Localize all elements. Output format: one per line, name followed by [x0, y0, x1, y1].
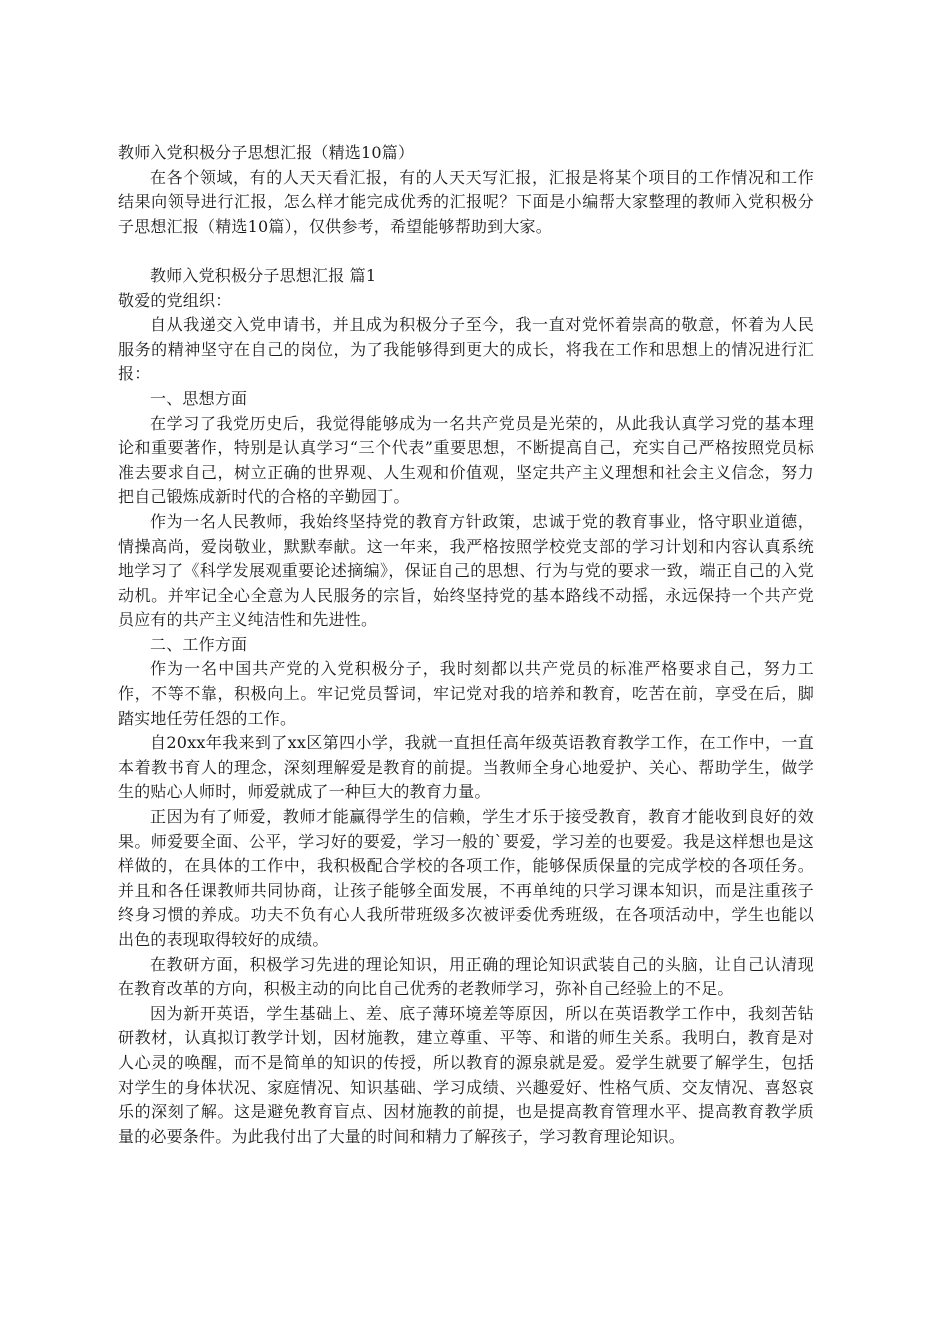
blank-line	[118, 239, 814, 264]
document-body	[118, 141, 814, 1149]
paragraph-7: 在教研方面，积极学习先进的理论知识，用正确的理论知识武装自己的头脑，让自己认清现在教育改革的方向，积极主动的向比自己优秀的老教师学习，弥补自己经验上的不足。	[118, 954, 814, 999]
paragraph-2: 在学习了我党历史后，我觉得能够成为一名共产党员是光荣的，从此我认真学习党的基本理论和重要著作，特别是认真学习“三个代表”重要思想，不断提高自己，充实自己严格按照党员标准去要求自己，树立正确的世界观、人生观和价值观，坚定共产主义理想和社会主义信念，努力把自己锻炼成新时代的合格的辛勤园丁。	[118, 413, 814, 507]
document-title: 教师入党积极分子思想汇报（精选10篇）	[118, 143, 415, 162]
paragraph-8: 因为新开英语，学生基础上、差、底子薄环境差等原因，所以在英语教学工作中，我刻苦钻研教材，认真拟订教学计划，因材施教，建立尊重、平等、和谐的师生关系。我明白，教育是对人心灵的唤醒，而不是简单的知识的传授，所以教育的源泉就是爱。爱学生就要了解学生，包括对学生的身体状况、家庭情况、知识基础、学习成绩、兴趣爱好、性格气质、交友情况、喜怒哀乐的深刻了解。这是避免教育盲点、因材施教的前提，也是提高教育管理水平、提高教育教学质量的必要条件。为此我付出了大量的时间和精力了解孩子，学习教育理论知识。	[118, 1003, 814, 1146]
heading-thought: 一、思想方面	[150, 388, 248, 408]
paragraph-4: 作为一名中国共产党的入党积极分子，我时刻都以共产党员的标准严格要求自己，努力工作，不等不靠，积极向上。牢记党员誓词，牢记党对我的培养和教育，吃苦在前，享受在后，脚踏实地任劳任怨的工作。	[118, 659, 814, 728]
paragraph-3: 作为一名人民教师，我始终坚持党的教育方针政策，忠诚于党的教育事业，恪守职业道德，情操高尚，爱岗敬业，默默奉献。这一年来，我严格按照学校党支部的学习计划和内容认真系统地学习了《科学发展观重要论述摘编》，保证自己的思想、行为与党的要求一致，端正自己的入党动机。并牢记全心全意为人民服务的宗旨，始终坚持党的基本路线不动摇，永远保持一个共产党员应有的共产主义纯洁性和先进性。	[118, 511, 814, 630]
intro-paragraph: 在各个领域，有的人天天看汇报，有的人天天写汇报，汇报是将某个项目的工作情况和工作结果向领导进行汇报，怎么样才能完成优秀的汇报呢？下面是小编帮大家整理的教师入党积极分子思想汇报（精选10篇），仅供参考，希望能够帮助到大家。	[118, 167, 814, 236]
salutation: 敬爱的党组织：	[118, 290, 232, 310]
section-title: 教师入党积极分子思想汇报 篇1	[150, 265, 377, 285]
paragraph-1: 自从我递交入党申请书，并且成为积极分子至今，我一直对党怀着崇高的敬意，怀着为人民服务的精神坚守在自己的岗位，为了我能够得到更大的成长，将我在工作和思想上的情况进行汇报：	[118, 315, 814, 384]
heading-work: 二、工作方面	[150, 634, 248, 654]
paragraph-6: 正因为有了师爱，教师才能赢得学生的信赖，学生才乐于接受教育，教育才能收到良好的效果。师爱要全面、公平，学习好的要爱，学习一般的`要爱，学习差的也要爱。我是这样想也是这样做的，在具体的工作中，我积极配合学校的各项工作，能够保质保量的完成学校的各项任务。并且和各任课教师共同协商，让孩子能够全面发展，不再单纯的只学习课本知识，而是注重孩子终身习惯的养成。功夫不负有心人我所带班级多次被评委优秀班级，在各项活动中，学生也能以出色的表现取得较好的成绩。	[118, 807, 814, 949]
paragraph-5: 自20xx年我来到了xx区第四小学，我就一直担任高年级英语教育教学工作，在工作中，一直本着教书育人的理念，深刻理解爱是教育的前提。当教师全身心地爱护、关心、帮助学生，做学生的贴心人师时，师爱就成了一种巨大的教育力量。	[118, 733, 814, 802]
